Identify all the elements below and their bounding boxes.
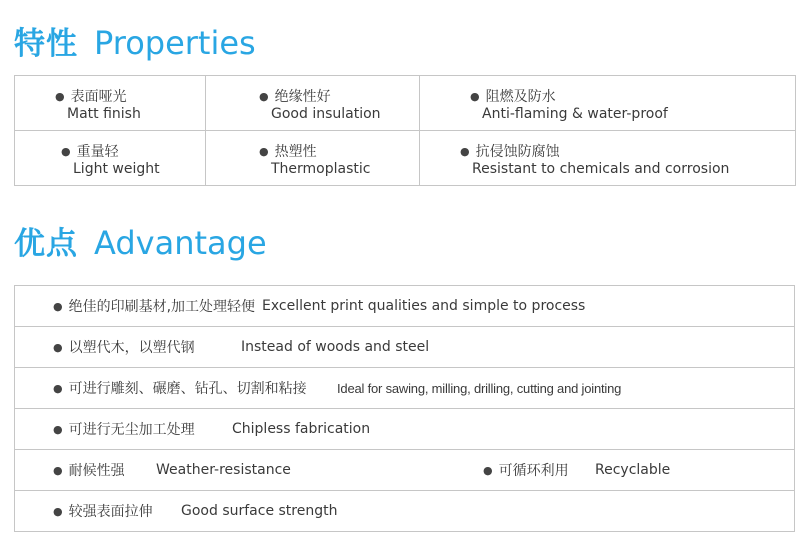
bullet-icon: ●	[53, 422, 63, 436]
property-cn: 热塑性	[274, 144, 317, 160]
advantage-heading-en: Advantage	[94, 224, 267, 262]
properties-table	[14, 75, 796, 186]
advantage-row	[15, 409, 795, 450]
advantage-en: Weather-resistance	[156, 462, 291, 478]
bullet-icon: ●	[55, 89, 65, 103]
advantage-cn: 耐候性强	[68, 463, 125, 479]
advantage-cn: 可循环利用	[498, 463, 569, 479]
advantage-en: Ideal for sawing, milling, drilling, cutting and jointing	[337, 380, 622, 396]
advantage-en: Chipless fabrication	[232, 421, 371, 437]
bullet-icon: ●	[259, 144, 269, 158]
advantage-en: Instead of woods and steel	[241, 339, 430, 355]
property-cn: 抗侵蚀防腐蚀	[475, 144, 560, 160]
bullet-icon: ●	[53, 504, 63, 518]
property-cell	[15, 131, 206, 186]
bullet-icon: ●	[53, 381, 63, 395]
advantage-cn: 以塑代木，以塑代钢	[68, 340, 195, 356]
advantage-en: Good surface strength	[181, 503, 338, 519]
advantage-cn: 绝佳的印刷基材,加工处理轻便	[68, 299, 256, 315]
properties-heading	[14, 18, 256, 63]
properties-heading-en: Properties	[94, 24, 256, 62]
property-cell	[420, 131, 796, 186]
property-cn: 重量轻	[76, 144, 119, 160]
properties-heading-cn: 特性	[14, 26, 78, 62]
property-en: Thermoplastic	[271, 161, 371, 177]
advantage-row	[15, 450, 795, 491]
property-cn: 表面哑光	[70, 89, 127, 105]
advantage-heading	[14, 218, 267, 263]
property-cell	[15, 76, 206, 131]
advantage-row	[15, 286, 795, 327]
bullet-icon: ●	[53, 463, 63, 477]
advantage-en: Excellent print qualities and simple to process	[262, 298, 586, 314]
bullet-icon: ●	[483, 463, 493, 477]
property-cn: 阻燃及防水	[485, 89, 556, 105]
bullet-icon: ●	[61, 144, 71, 158]
advantage-en: Recyclable	[595, 462, 671, 478]
advantage-heading-cn: 优点	[14, 226, 78, 262]
bullet-icon: ●	[259, 89, 269, 103]
property-en: Good insulation	[271, 106, 381, 122]
property-en: Resistant to chemicals and corrosion	[472, 161, 730, 177]
property-en: Light weight	[73, 161, 160, 177]
advantage-row	[15, 491, 795, 532]
property-cell	[206, 131, 420, 186]
advantage-row	[15, 327, 795, 368]
bullet-icon: ●	[53, 340, 63, 354]
property-en: Anti-flaming & water-proof	[482, 106, 668, 122]
bullet-icon: ●	[470, 89, 480, 103]
bullet-icon: ●	[460, 144, 470, 158]
advantage-row	[15, 368, 795, 409]
advantage-cn: 较强表面拉伸	[68, 504, 153, 520]
property-cn: 绝缘性好	[274, 89, 331, 105]
bullet-icon: ●	[53, 299, 63, 313]
property-en: Matt finish	[67, 106, 141, 122]
advantage-table	[14, 285, 795, 532]
advantage-cn: 可进行无尘加工处理	[68, 422, 195, 438]
property-cell	[420, 76, 796, 131]
advantage-cn: 可进行雕刻、碾磨、钻孔、切割和粘接	[68, 381, 307, 397]
property-cell	[206, 76, 420, 131]
